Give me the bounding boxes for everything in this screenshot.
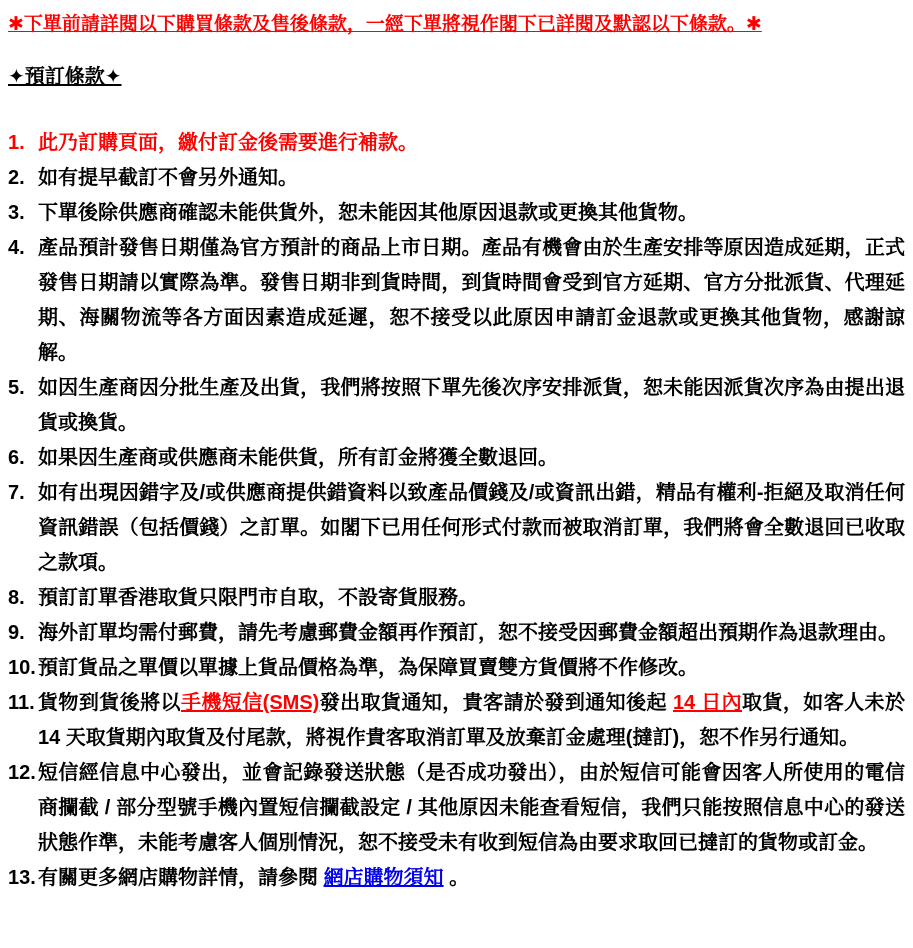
term-number: 6. bbox=[8, 447, 25, 470]
term-item-5 bbox=[8, 371, 905, 441]
term-number: 7. bbox=[8, 482, 25, 505]
term-segment: 貨物到貨後將以 bbox=[38, 692, 181, 715]
term-number: 9. bbox=[8, 622, 25, 645]
term-text bbox=[38, 861, 905, 896]
term-segment: 取貨，如客人未於 14 天取貨期內取貨及付尾款，將視作貴客取消訂單及放棄訂金處理(撻訂)，恕不作另行通知。 bbox=[38, 692, 905, 750]
term-item-2 bbox=[8, 161, 905, 196]
term-segment: 預訂訂單香港取貨只限門市自取，不設寄貨服務。 bbox=[38, 587, 478, 610]
term-number: 8. bbox=[8, 587, 25, 610]
term-text bbox=[38, 581, 905, 616]
term-segment: 14 日內 bbox=[672, 692, 743, 715]
term-text bbox=[38, 161, 905, 196]
term-text bbox=[38, 616, 905, 651]
term-number: 13. bbox=[8, 867, 36, 890]
term-segment: 手機短信(SMS) bbox=[180, 692, 320, 715]
term-segment: 。 bbox=[443, 867, 470, 890]
term-item-12 bbox=[8, 756, 905, 861]
term-item-11 bbox=[8, 686, 905, 756]
term-text bbox=[38, 476, 905, 581]
term-segment: 下單後除供應商確認未能供貨外，恕未能因其他原因退款或更換其他貨物。 bbox=[38, 202, 698, 225]
term-number: 11. bbox=[8, 692, 35, 715]
term-text bbox=[38, 651, 905, 686]
term-text bbox=[38, 231, 905, 371]
term-number: 12. bbox=[8, 762, 36, 785]
term-item-10 bbox=[8, 651, 905, 686]
term-segment: 預訂貨品之單價以單據上貨品價格為準，為保障買賣雙方貨價將不作修改。 bbox=[38, 657, 698, 680]
term-text bbox=[38, 126, 905, 161]
term-segment: 如因生產商因分批生產及出貨，我們將按照下單先後次序安排派貨，恕未能因派貨次序為由提出退貨或換貨。 bbox=[38, 377, 905, 435]
term-text bbox=[38, 756, 905, 861]
term-number: 4. bbox=[8, 237, 25, 260]
term-text bbox=[38, 686, 905, 756]
term-segment: 如有出現因錯字及/或供應商提供錯資料以致產品價錢及/或資訊出錯，精品有權利-拒絕及取消任何資訊錯誤（包括價錢）之訂單。如閣下已用任何形式付款而被取消訂單，我們將會全數退回已收取之款項。 bbox=[38, 482, 905, 575]
term-segment: 產品預計發售日期僅為官方預計的商品上市日期。產品有機會由於生產安排等原因造成延期，正式發售日期請以實際為準。發售日期非到貨時間，到貨時間會受到官方延期、官方分批派貨、代理延期、海關物流等各方面因素造成延遲，恕不接受以此原因申請訂金退款或更換其他貨物，感謝諒解。 bbox=[38, 237, 905, 365]
term-item-8 bbox=[8, 581, 905, 616]
term-number: 5. bbox=[8, 377, 25, 400]
term-segment: 如有提早截訂不會另外通知。 bbox=[38, 167, 298, 190]
term-segment: 海外訂單均需付郵費，請先考慮郵費金額再作預訂，恕不接受因郵費金額超出預期作為退款理由。 bbox=[38, 622, 898, 645]
term-text bbox=[38, 371, 905, 441]
term-item-1 bbox=[8, 126, 905, 161]
term-segment: 如果因生產商或供應商未能供貨，所有訂金將獲全數退回。 bbox=[38, 447, 558, 470]
term-segment: 短信經信息中心發出，並會記錄發送狀態（是否成功發出），由於短信可能會因客人所使用的電信商攔截 / 部分型號手機內置短信攔截設定 / 其他原因未能查看短信，我們只能按照信息中心的發送狀態作準，未能考慮客人個別情況，恕不接受未有收到短信為由要求取回已撻訂的貨物或訂金。 bbox=[38, 762, 905, 855]
section-header-preorder-terms: ✦預訂條款✦ bbox=[8, 65, 122, 88]
term-item-7 bbox=[8, 476, 905, 581]
term-segment: 此乃訂購頁面，繳付訂金後需要進行補款。 bbox=[38, 132, 418, 155]
page-title: ✱下單前請詳閱以下購買條款及售後條款，一經下單將視作閣下已詳閱及默認以下條款。✱ bbox=[8, 14, 762, 35]
term-number: 1. bbox=[8, 132, 25, 155]
term-number: 2. bbox=[8, 167, 25, 190]
term-segment: 有關更多網店購物詳情，請參閱 bbox=[38, 867, 324, 890]
term-item-13 bbox=[8, 861, 905, 896]
term-segment: 發出取貨通知，貴客請於發到通知後起 bbox=[319, 692, 673, 715]
term-item-3 bbox=[8, 196, 905, 231]
term-item-9 bbox=[8, 616, 905, 651]
terms-list bbox=[8, 126, 905, 896]
shop-guide-link[interactable]: 網店購物須知 bbox=[323, 867, 444, 890]
term-text bbox=[38, 441, 905, 476]
term-number: 10. bbox=[8, 657, 36, 680]
term-item-6 bbox=[8, 441, 905, 476]
term-number: 3. bbox=[8, 202, 25, 225]
term-item-4 bbox=[8, 231, 905, 371]
term-text bbox=[38, 196, 905, 231]
